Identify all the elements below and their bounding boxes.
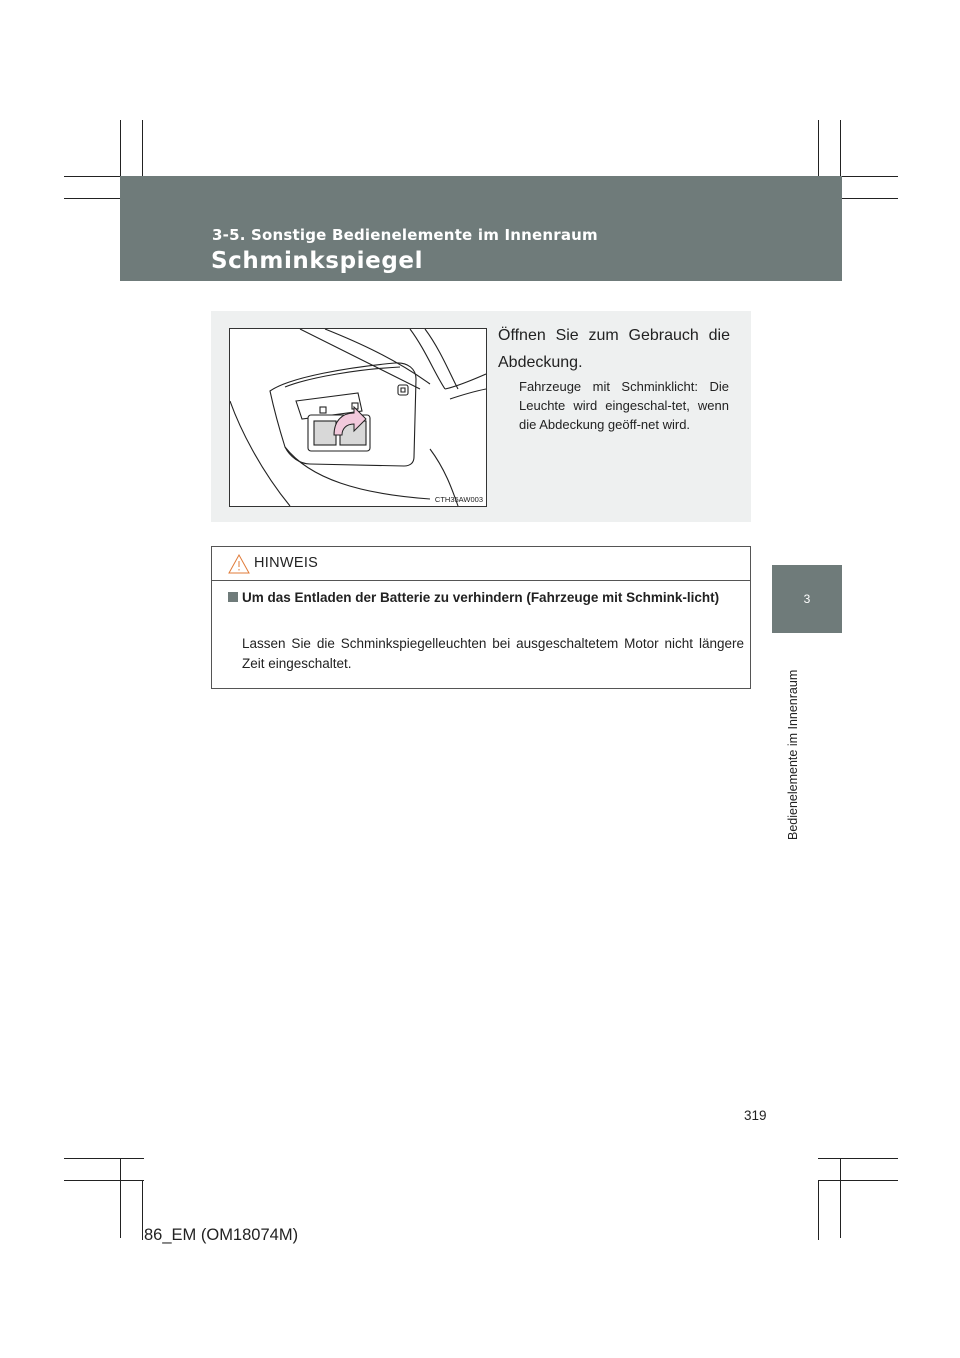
crop-mark [818, 1158, 898, 1159]
warning-triangle-icon [228, 554, 250, 574]
caution-title: HINWEIS [254, 555, 319, 571]
caution-body: Lassen Sie die Schminkspiegelleuchten bei ausgeschaltetem Motor nicht längere Zeit eingeschaltet. [242, 636, 744, 671]
caution-box [211, 546, 751, 689]
vanity-mirror-illustration [229, 328, 487, 507]
crop-mark [818, 1180, 898, 1181]
crop-mark [142, 1180, 143, 1240]
crop-mark [818, 1180, 819, 1240]
crop-mark [64, 1180, 144, 1181]
chapter-label: Bedienelemente im Innenraum [786, 669, 800, 840]
caution-header [212, 547, 750, 581]
document-code: 86_EM (OM18074M) [144, 1226, 299, 1244]
sun-visor-drawing [230, 329, 486, 506]
instruction-text: Öffnen Sie zum Gebrauch die Abdeckung. [498, 327, 730, 371]
caution-heading: Um das Entladen der Batterie zu verhindern (Fahrzeuge mit Schmink-licht) [242, 590, 720, 605]
chapter-side-label [786, 642, 802, 842]
instruction-note: Fahrzeuge mit Schminklicht: Die Leuchte wird eingeschal-tet, wenn die Abdeckung geöff-net wird. [519, 379, 729, 432]
crop-mark [120, 1158, 121, 1238]
crop-mark [840, 1158, 841, 1238]
chapter-number: 3 [803, 592, 811, 606]
section-heading: 3-5. Sonstige Bedienelemente im Innenraum [212, 226, 598, 244]
bullet-square-icon [228, 592, 238, 602]
figure-code: CTH35AW003 [434, 495, 483, 504]
page-number: 319 [744, 1108, 767, 1123]
page-title: Schminkspiegel [211, 248, 424, 274]
crop-mark [64, 1158, 144, 1159]
chapter-tab [772, 565, 842, 633]
